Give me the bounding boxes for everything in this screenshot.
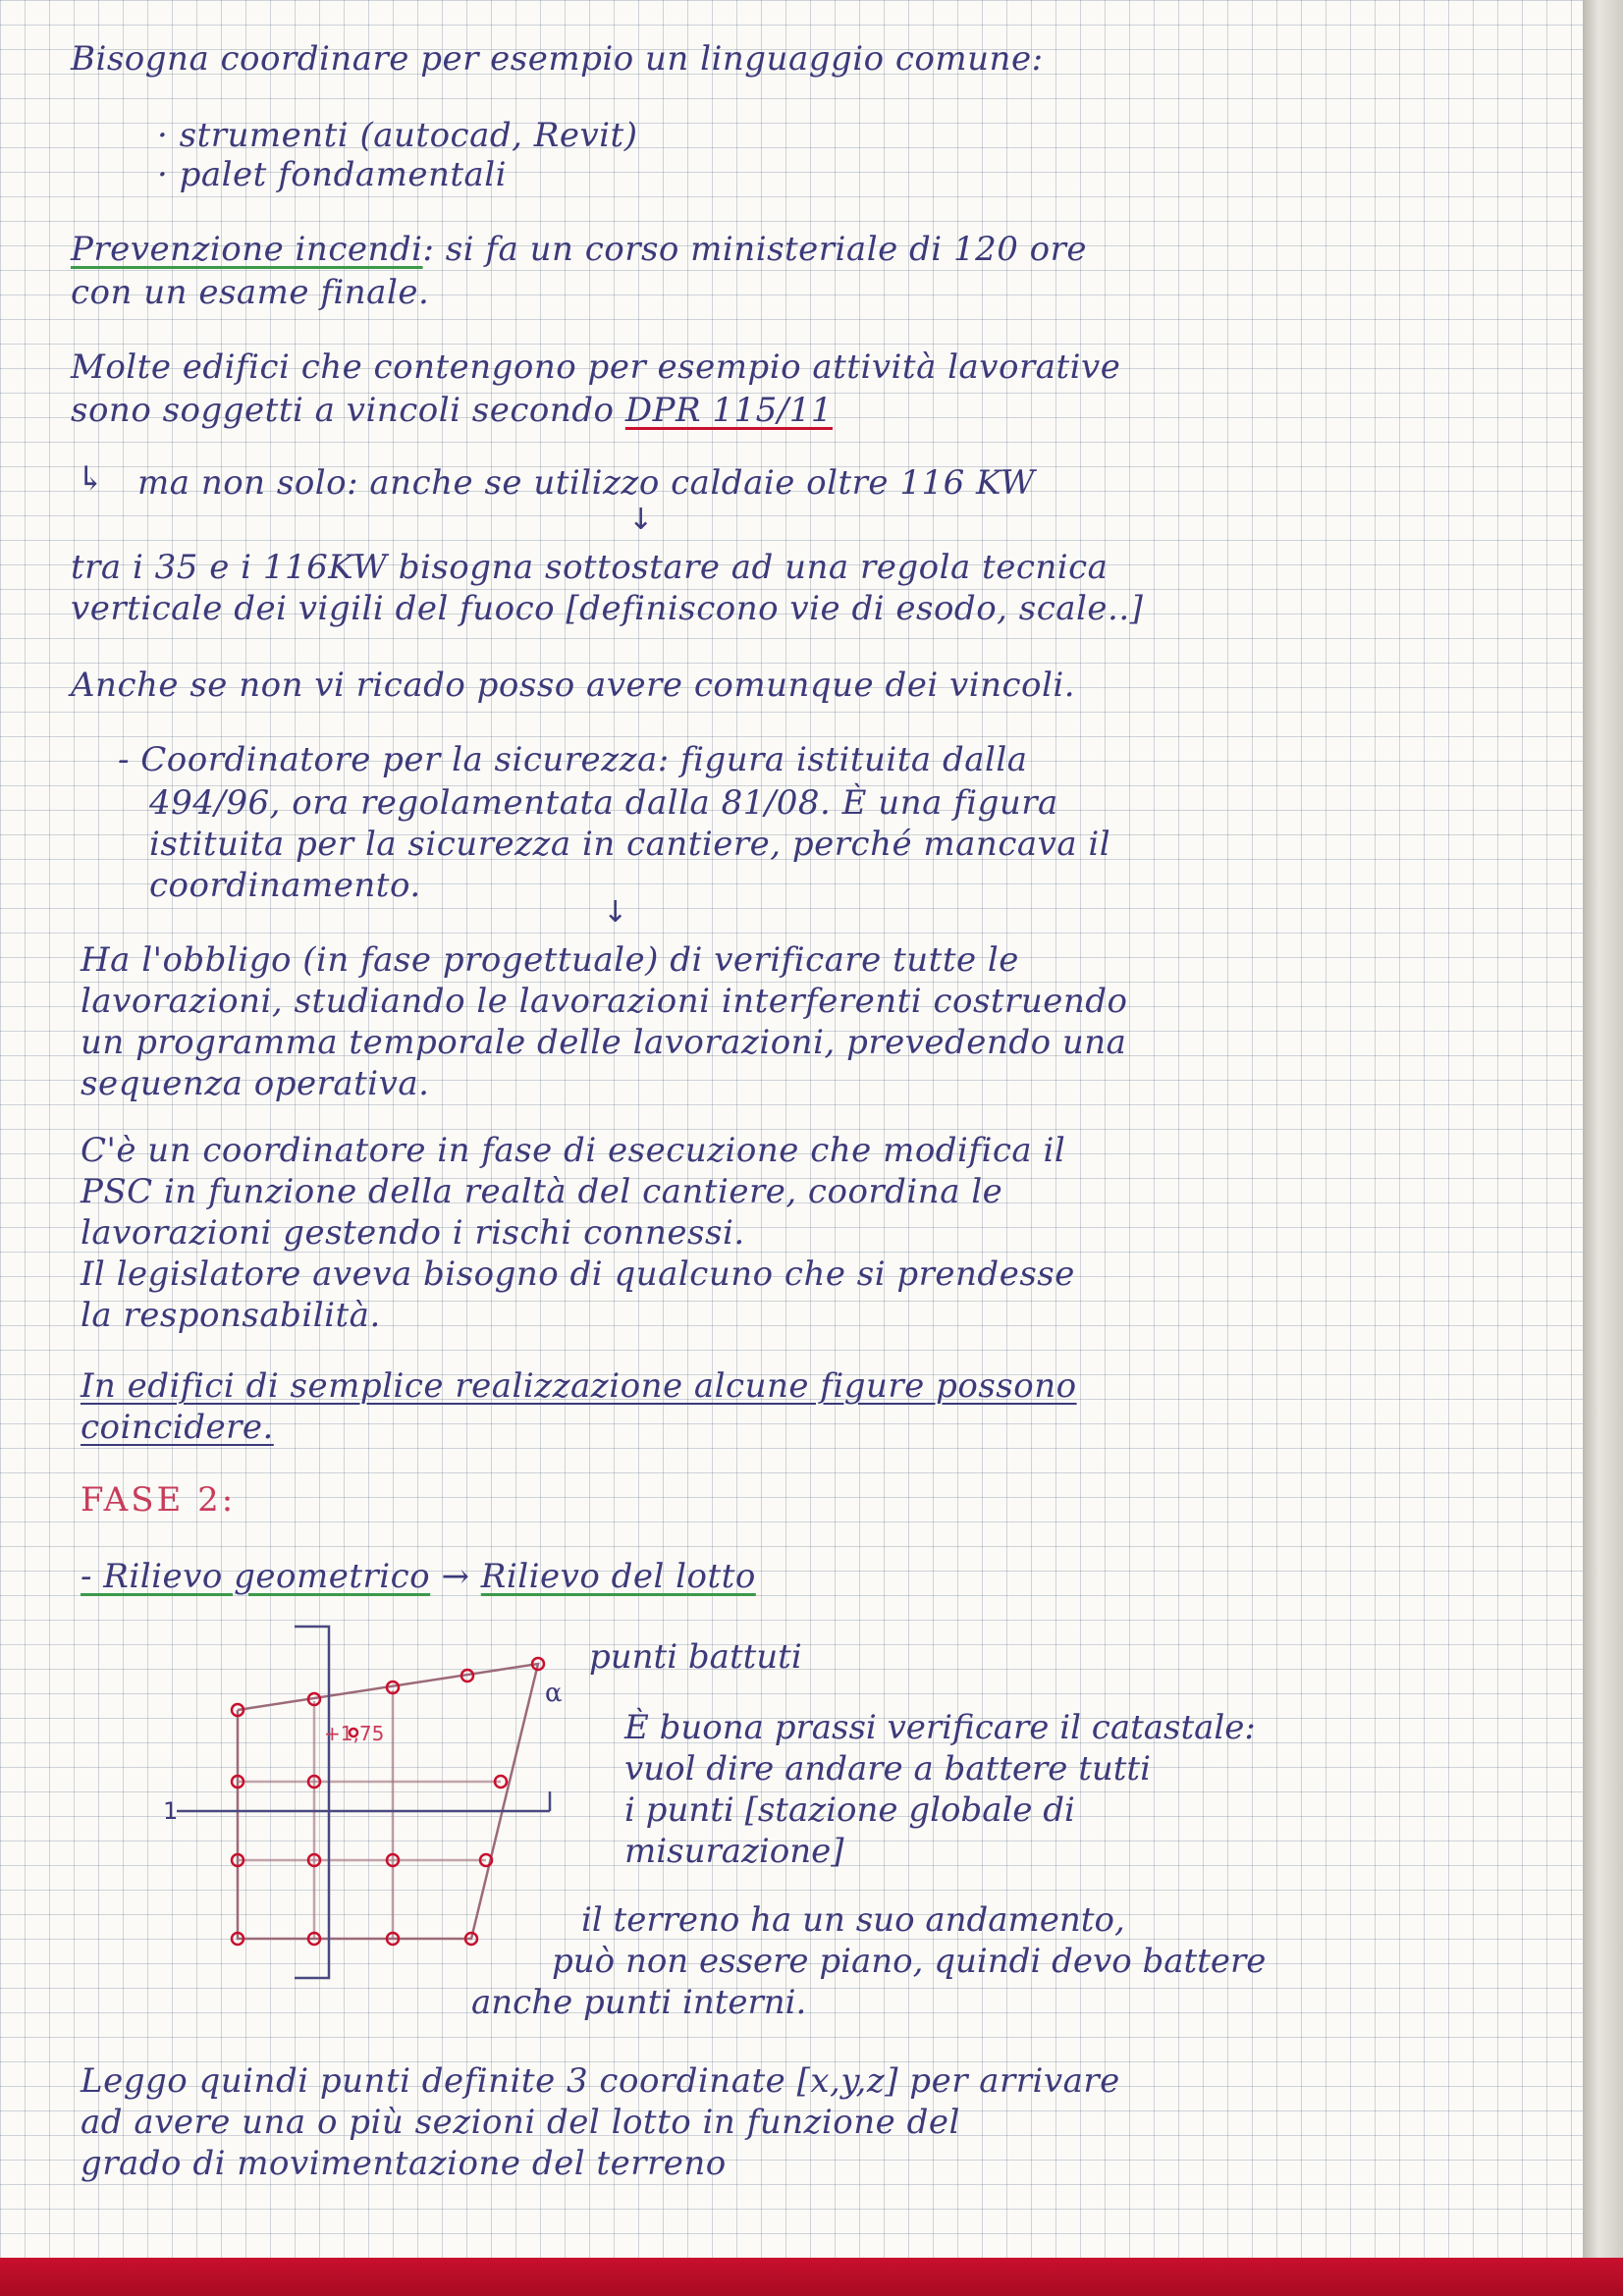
note-line-constraints: Anche se non vi ricado posso avere comunque dei vincoli. [71, 666, 1076, 705]
note-line-works: lavorazioni, studiando le lavorazioni interferenti costruendo [81, 982, 1128, 1021]
note-line-survey [81, 1555, 756, 1598]
phase-2-heading: FASE 2: [81, 1480, 237, 1520]
sketch-note-4: misurazione] [624, 1832, 844, 1871]
note-line-sequence: sequenza operativa. [81, 1064, 430, 1103]
note-line-firefighters: verticale dei vigili del fuoco [definiscono vie di esodo, scale..] [71, 589, 1144, 628]
note-line-fire [71, 228, 1087, 271]
lot-survey-sketch [157, 1615, 589, 1998]
note-line-coordination: coordinamento. [149, 866, 421, 905]
lot-survey-label: Rilievo del lotto [480, 1557, 756, 1596]
heading-fire-prevention: Prevenzione incendi [71, 230, 423, 269]
note-line-sections: ad avere una o più sezioni del lotto in funzione del [81, 2103, 960, 2142]
lot-boundary [238, 1664, 538, 1939]
note-line-obligation: Ha l'obbligo (in fase progettuale) di verificare tutte le [81, 940, 1019, 980]
notebook-binding-band [0, 2258, 1623, 2296]
note-line-legislator: Il legislatore aveva bisogno di qualcuno che si prendesse [81, 1255, 1075, 1294]
note-line-coincide: coincidere. [81, 1408, 274, 1447]
elevation-label: +1,75 [324, 1722, 385, 1745]
note-line-risks: lavorazioni gestendo i rischi connessi. [81, 1213, 745, 1253]
dpr-reference: DPR 115/11 [624, 391, 833, 430]
arrow-right-icon: → [430, 1557, 481, 1596]
note-line-technical-rule: tra i 35 e i 116KW bisogna sottostare ad una regola tecnica [71, 548, 1109, 587]
arrow-down-icon-2: ↓ [603, 895, 628, 930]
sketch-note-3: i punti [stazione globale di [624, 1790, 1075, 1830]
note-line-site-safety: istituita per la sicurezza in cantiere, perché mancava il [149, 825, 1111, 864]
note-line-movement: grado di movimentazione del terreno [81, 2144, 727, 2183]
note-line-dpr [71, 389, 833, 432]
section-number-label: 1 [163, 1797, 179, 1825]
terrain-note-2: può non essere piano, quindi devo battere [552, 1942, 1267, 1981]
terrain-note-1: il terreno ha un suo andamento, [581, 1900, 1125, 1940]
note-line-law: 494/96, ora regolamentata dalla 81/08. È una figura [149, 783, 1058, 823]
note-line-psc: PSC in funzione della realtà del cantiere, coordina le [81, 1172, 1003, 1211]
note-line-exam: con un esame finale. [71, 273, 430, 312]
surveyed-points-label: punti battuti [589, 1637, 802, 1677]
note-line-boilers: ma non solo: anche se utilizzo caldaie oltre 116 KW [137, 463, 1036, 503]
note-line-program: un programma temporale delle lavorazioni, prevedendo una [81, 1023, 1127, 1062]
note-line-coordinates: Leggo quindi punti definite 3 coordinate [x,y,z] per arrivare [81, 2061, 1120, 2101]
bullet-tools: · strumenti (autocad, Revit) [157, 116, 638, 155]
note-line-simple-buildings: In edifici di semplice realizzazione alcune figure possono [81, 1366, 1077, 1406]
dpr-intro: sono soggetti a vincoli secondo [71, 391, 625, 430]
arrow-down-icon: ↓ [628, 503, 654, 537]
return-arrow-icon: ↳ [77, 459, 105, 499]
terrain-note-3: anche punti interni. [471, 1983, 807, 2022]
note-line-execution: C'è un coordinatore in fase di esecuzione che modifica il [81, 1131, 1066, 1170]
sketch-note-1: È buona prassi verificare il catastale: [624, 1708, 1256, 1747]
alpha-label: α [545, 1679, 563, 1708]
note-line-responsibility: la responsabilità. [81, 1296, 381, 1335]
sketch-note-2: vuol dire andare a battere tutti [624, 1749, 1151, 1789]
note-line-buildings: Molte edifici che contengono per esempio attività lavorative [71, 347, 1121, 387]
note-line-1: Bisogna coordinare per esempio un linguaggio comune: [71, 39, 1044, 79]
bullet-fundamentals: · palet fondamentali [157, 155, 508, 194]
fire-prevention-text: : si fa un corso ministeriale di 120 ore [422, 230, 1087, 269]
note-line-coordinator: - Coordinatore per la sicurezza: figura istituita dalla [118, 740, 1028, 779]
notebook-spine [1583, 0, 1623, 2296]
geometric-survey-label: - Rilievo geometrico [81, 1557, 431, 1596]
